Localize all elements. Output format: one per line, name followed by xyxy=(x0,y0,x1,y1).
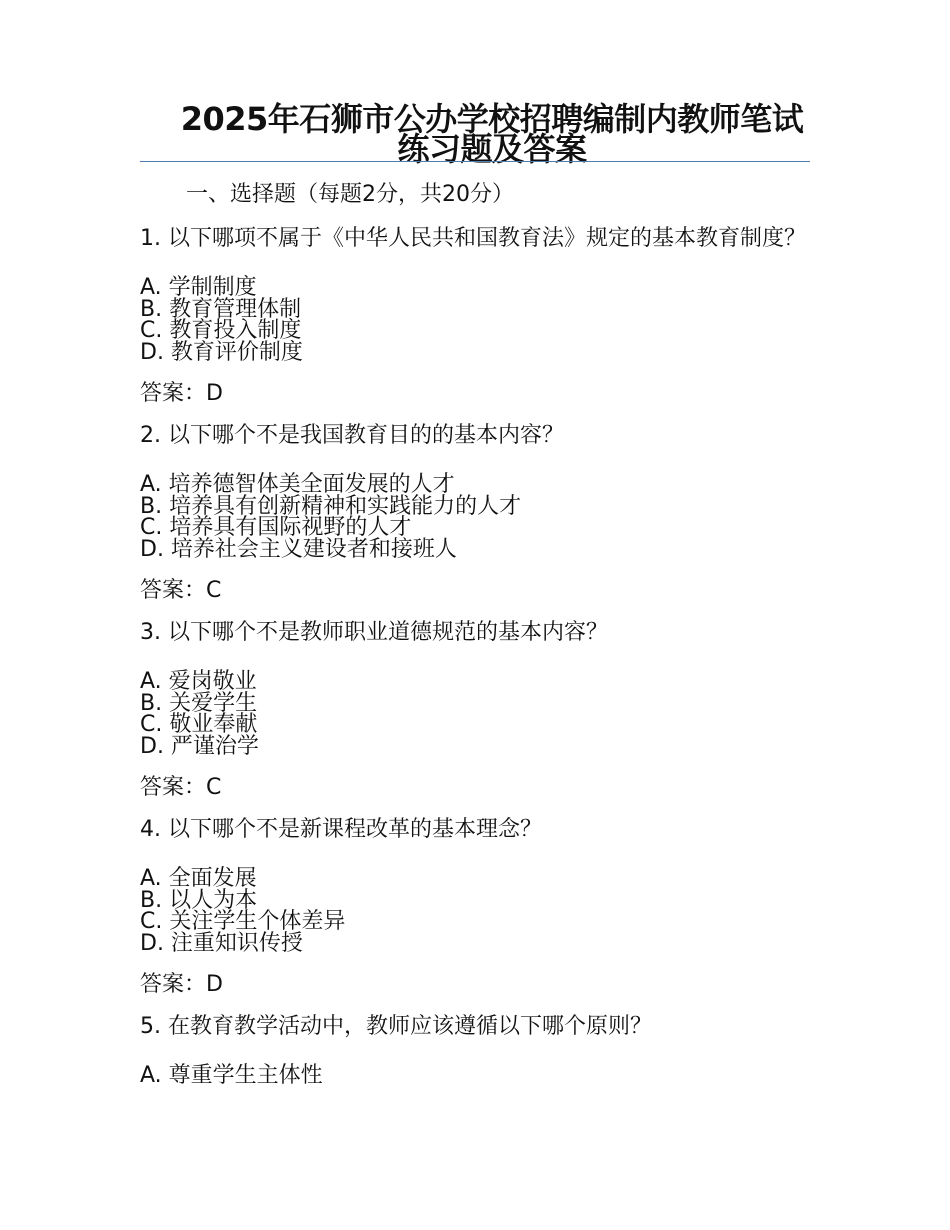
question-stem: 4. 以下哪个不是新课程改革的基本理念？ xyxy=(140,817,542,842)
options-list xyxy=(140,671,810,757)
question-list xyxy=(140,224,810,1105)
options-list xyxy=(140,868,810,954)
option-d: D. 教育评价制度 xyxy=(140,339,303,365)
answer-line: 答案：D xyxy=(140,381,223,406)
option-d: D. 培养社会主义建设者和接班人 xyxy=(140,536,457,562)
title-underline xyxy=(140,161,810,162)
option-c: C. 敬业奉献 xyxy=(140,712,258,737)
option-b: B. 关爱学生 xyxy=(140,690,258,716)
option-c: C. 培养具有国际视野的人才 xyxy=(140,515,412,540)
option-d: D. 注重知识传授 xyxy=(140,930,303,956)
option-a: A. 学制制度 xyxy=(140,275,257,300)
option-b: B. 以人为本 xyxy=(140,887,258,913)
answer-line: 答案：C xyxy=(140,578,222,603)
question-3 xyxy=(140,622,810,801)
question-stem: 1. 以下哪项不属于《中华人民共和国教育法》规定的基本教育制度？ xyxy=(140,226,806,251)
option-b: B. 培养具有创新精神和实践能力的人才 xyxy=(140,493,522,519)
option-c: C. 教育投入制度 xyxy=(140,318,302,343)
question-5 xyxy=(140,1016,810,1087)
title-block xyxy=(140,100,810,168)
option-a: A. 尊重学生主体性 xyxy=(140,1063,323,1088)
option-a: A. 爱岗敬业 xyxy=(140,669,257,694)
option-a: A. 培养德智体美全面发展的人才 xyxy=(140,472,455,497)
options-list xyxy=(140,474,810,560)
question-stem: 5. 在教育教学活动中，教师应该遵循以下哪个原则？ xyxy=(140,1014,652,1039)
option-c: C. 关注学生个体差异 xyxy=(140,909,346,934)
options-list xyxy=(140,1065,810,1087)
question-stem: 3. 以下哪个不是教师职业道德规范的基本内容？ xyxy=(140,620,608,645)
answer-line: 答案：D xyxy=(140,972,223,997)
question-2 xyxy=(140,425,810,604)
question-stem: 2. 以下哪个不是我国教育目的的基本内容？ xyxy=(140,423,564,448)
options-list xyxy=(140,277,810,363)
option-b: B. 教育管理体制 xyxy=(140,296,302,322)
question-1 xyxy=(140,224,810,407)
document-title: 2025年石狮市公办学校招聘编制内教师笔试练习题及答案 xyxy=(180,100,804,168)
option-d: D. 严谨治学 xyxy=(140,733,259,759)
question-4 xyxy=(140,819,810,998)
section-heading: 一、选择题（每题2分，共20分） xyxy=(186,182,514,207)
answer-line: 答案：C xyxy=(140,775,222,800)
option-a: A. 全面发展 xyxy=(140,866,257,891)
